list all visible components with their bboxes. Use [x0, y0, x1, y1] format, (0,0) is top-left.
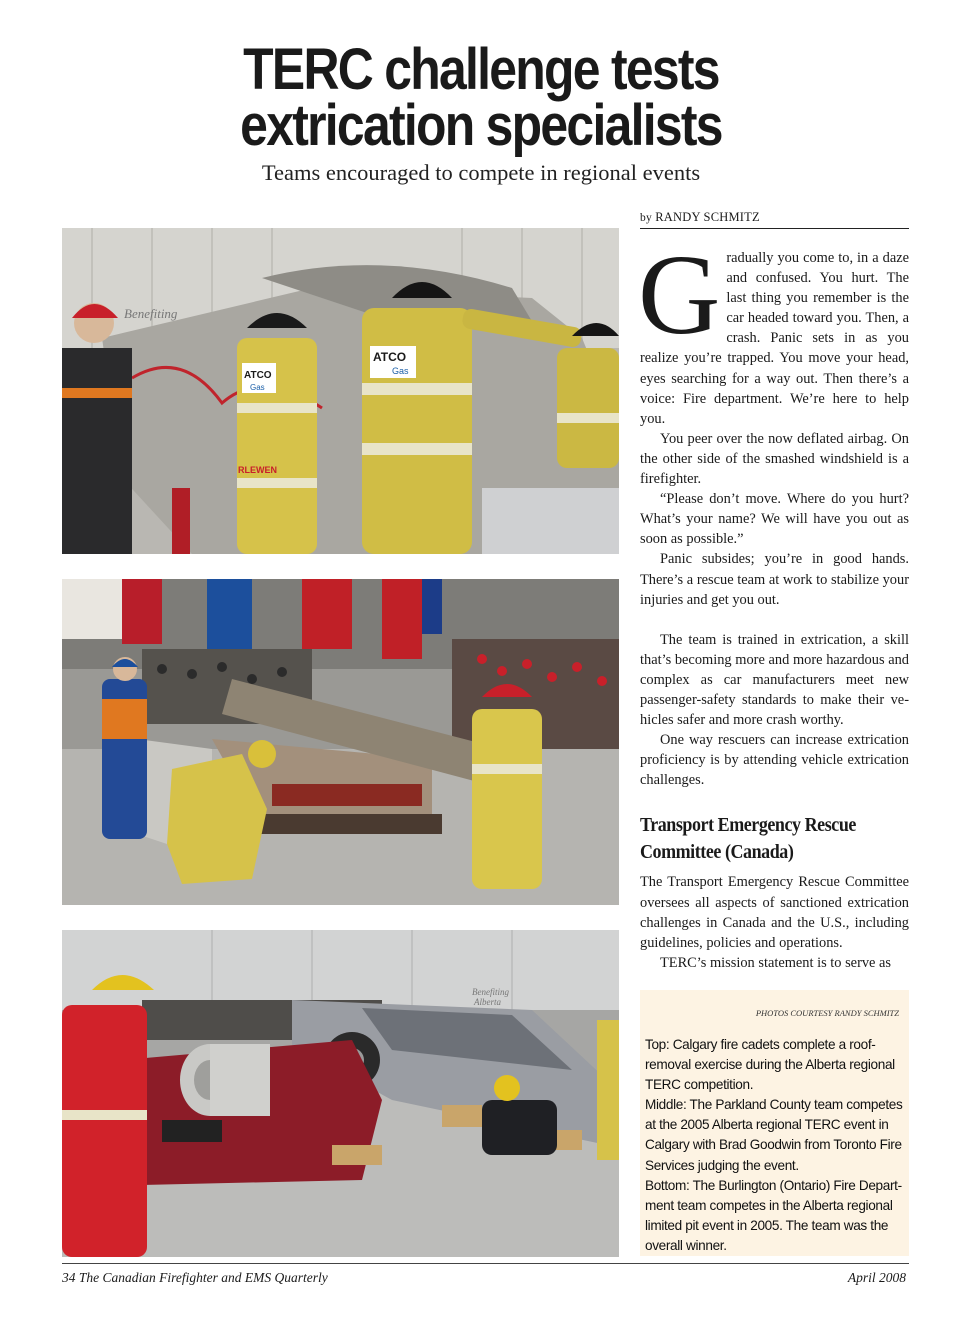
- footer-rule: [62, 1263, 909, 1264]
- banner-text-bottom: Benefiting: [472, 987, 509, 997]
- footer-folio: 34 The Canadian Firefighter and EMS Quarterly: [62, 1270, 328, 1285]
- paragraph-8: TERC’s mission statement is to serve as: [660, 954, 892, 971]
- photo-credit: PHOTOS COURTESY RANDY SCHMITZ: [755, 1008, 899, 1018]
- photo-middle: [62, 579, 619, 905]
- byline-name: RANDY SCHMITZ: [655, 210, 760, 224]
- paragraph-2: You peer over the now deflated airbag. On the other side of the smashed windshield is a firefighter.: [640, 430, 909, 488]
- atco-gas-1: Gas: [250, 383, 265, 392]
- footer-date: April 2008: [847, 1270, 906, 1285]
- article-body: [638, 231, 909, 973]
- subhead: [640, 812, 910, 866]
- photo-top: [62, 228, 619, 554]
- paragraph-4: Panic subsides; you’re in good hands. There’s a rescue team at work to stabilize your injuries and get you out.: [640, 551, 909, 608]
- photo-caption-box: [640, 990, 909, 1256]
- subhead-line-1: Transport Emergency Rescue: [640, 814, 856, 837]
- subhead-line-2: Committee (Canada): [640, 841, 794, 864]
- atco-gas-2: Gas: [392, 366, 409, 376]
- headline-line-2: extrication specialists: [240, 93, 722, 158]
- atco-logo-1: ATCO: [244, 370, 272, 381]
- paragraph-1-text: radually you come to, in a daze and confused. You hurt. The last thing you remember is the car headed toward you. Then, a crash. Panic sets in as you realize you’re trapped. You move your head, eyes searching for a way out. Then there’s a voice: Fire department. We’re here to help you.: [640, 250, 909, 427]
- paragraph-3: “Please don’t move. Where do you hurt? What’s your name? We will have you out as soon as possible.”: [640, 491, 909, 548]
- paragraph-6: One way rescuers can increase extrication proficiency is by attending vehicle extrication challenges.: [640, 732, 909, 789]
- caption-bottom: Bottom: The Burlington (Ontario) Fire Department team competes in the Alberta regional limited pit event in 2005. The team was the overall winner.: [645, 1177, 903, 1253]
- banner-text-bottom-2: Alberta: [474, 997, 501, 1007]
- deck: Teams encouraged to compete in regional events: [261, 160, 701, 185]
- caption-top: Top: Calgary fire cadets complete a roof-removal exercise during the Alberta regional TERC competition.: [645, 1037, 895, 1093]
- drop-cap: G: [638, 231, 721, 358]
- banner-text: Benefiting: [124, 306, 178, 321]
- byline: [640, 210, 909, 229]
- byline-prefix: by: [640, 212, 652, 224]
- headline-line-1: TERC challenge tests: [243, 37, 719, 102]
- paragraph-1: [638, 231, 909, 429]
- photo-bottom: [62, 930, 619, 1257]
- caption-middle: Middle: The Parkland County team competes at the 2005 Alberta regional TERC event in Calgary with Brad Goodwin from Toronto Fire Services judging the event.: [645, 1097, 903, 1173]
- paragraph-5: The team is trained in extrication, a skill that’s becoming more and more hazardous and complex as car manufacturers meet new passenger-safety standards to make their vehicles safer and more crash worthy.: [640, 631, 909, 729]
- paragraph-7: The Transport Emergency Rescue Committee oversees all aspects of sanctioned extrication challenges in Canada and the U.S., including guidelines, policies and operations.: [640, 874, 909, 951]
- atco-logo-2: ATCO: [373, 350, 407, 364]
- coat-name: RLEWEN: [238, 465, 277, 475]
